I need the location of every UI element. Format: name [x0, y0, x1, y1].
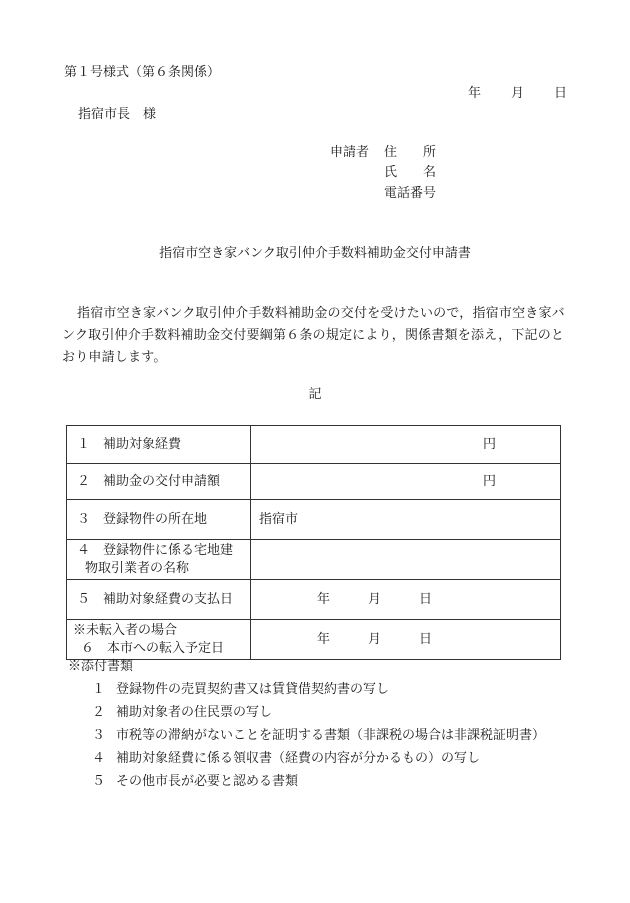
applicant-label: 申請者: [330, 145, 370, 160]
move-in-note: ※未転入者の場合: [73, 622, 178, 638]
payment-year-label: 年: [317, 591, 331, 607]
payment-month-label: 月: [368, 591, 382, 607]
table-row: [67, 464, 561, 500]
property-location-field[interactable]: [251, 500, 561, 540]
applicant-address-label: 住 所: [384, 145, 437, 160]
broker-name-label-line2: 物取引業者の名称: [85, 560, 190, 576]
attachment-item: [92, 775, 298, 788]
table-row: [67, 426, 561, 464]
attachments-heading: ※添付書類: [68, 659, 134, 674]
attachment-number: ３: [92, 728, 106, 743]
payment-day-label: 日: [419, 591, 433, 607]
ki-heading: 記: [308, 387, 322, 402]
attachment-text: 登録物件の売買契約書又は賃貸借契約書の写し: [116, 682, 390, 697]
form-number: 第１号様式（第６条関係）: [64, 65, 221, 80]
attachment-number: ５: [92, 774, 106, 789]
attachment-item: [92, 729, 545, 742]
attachment-text: 補助対象者の住民票の写し: [116, 705, 273, 720]
attachment-text: その他市長が必要と認める書類: [116, 774, 299, 789]
applicant-name-label: 氏 名: [384, 165, 437, 180]
application-statement: 指宿市空き家バンク取引仲介手数料補助金の交付を受けたいので，指宿市空き家バンク取引仲介手数料補助金交付要綱第６条の規定により，関係書類を添え，下記のとおり申請します。: [62, 306, 565, 365]
move-in-date-label-line2: ６ 本市への転入予定日: [81, 640, 225, 656]
date-day-label: 日: [554, 86, 568, 101]
move-in-date-label: [67, 620, 251, 660]
requested-amount-field[interactable]: [251, 464, 561, 500]
application-date: [468, 87, 567, 100]
subsidy-cost-field[interactable]: [251, 426, 561, 464]
applicant-phone-label: 電話番号: [384, 186, 437, 201]
requested-amount-label: ２ 補助金の交付申請額: [67, 464, 251, 500]
table-row: [67, 500, 561, 540]
yen-unit: 円: [482, 473, 496, 489]
broker-name-label: [67, 540, 251, 580]
attachment-number: １: [92, 682, 106, 697]
yen-unit: 円: [482, 436, 496, 452]
move-in-day-label: 日: [419, 631, 433, 647]
attachment-item: [92, 683, 389, 696]
city-prefix: 指宿市: [259, 511, 299, 527]
table-row: [67, 620, 561, 660]
broker-name-label-line1: ４ 登録物件に係る宅地建: [77, 542, 234, 558]
attachment-item: [92, 706, 272, 719]
move-in-year-label: 年: [317, 631, 331, 647]
subsidy-cost-label: １ 補助対象経費: [67, 426, 251, 464]
application-table: [66, 425, 561, 660]
property-location-label: ３ 登録物件の所在地: [67, 500, 251, 540]
table-row: [67, 540, 561, 580]
document-title: 指宿市空き家バンク取引仲介手数料補助金交付申請書: [159, 246, 471, 261]
attachment-number: ４: [92, 751, 106, 766]
payment-date-field[interactable]: [251, 580, 561, 620]
date-month-label: 月: [511, 86, 525, 101]
table-row: [67, 580, 561, 620]
attachment-item: [92, 752, 480, 765]
payment-date-label: ５ 補助対象経費の支払日: [67, 580, 251, 620]
attachment-number: ２: [92, 705, 106, 720]
move-in-date-field[interactable]: [251, 620, 561, 660]
attachment-text: 補助対象経費に係る領収書（経費の内容が分かるもの）の写し: [116, 751, 481, 766]
move-in-month-label: 月: [368, 631, 382, 647]
broker-name-field[interactable]: [251, 540, 561, 580]
attachment-text: 市税等の滞納がないことを証明する書類（非課税の場合は非課税証明書）: [116, 728, 546, 743]
addressee: 指宿市長 様: [78, 107, 157, 122]
date-year-label: 年: [468, 86, 482, 101]
